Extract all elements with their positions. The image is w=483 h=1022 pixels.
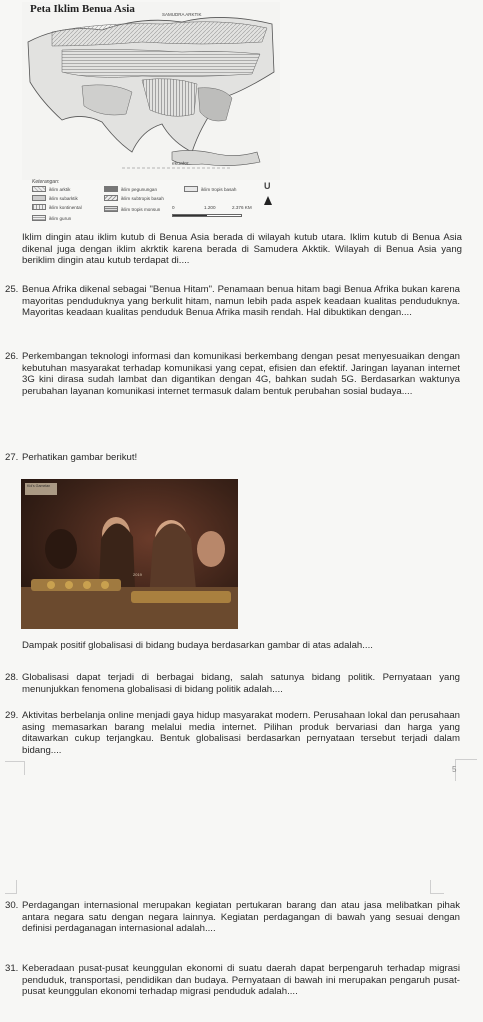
legend-swatch	[104, 186, 118, 192]
legend-item: iklim tropis basah	[184, 186, 237, 192]
legend-item: iklim subarktik	[32, 195, 78, 201]
photo-scene	[21, 479, 238, 629]
equator-label: ekuator	[172, 161, 189, 167]
legend-item: iklim pegunungan	[104, 186, 157, 192]
question-text: Globalisasi dapat terjadi di berbagai bidang, salah satunya bidang politik. Pernyataan yang menunjukkan fenomena globalisasi di bidang politik adalah....	[22, 672, 460, 695]
question-number: 31.	[5, 963, 19, 974]
question-26	[5, 351, 460, 397]
question-text: Perdagangan internasional merupakan kegiatan pertukaran barang dan atau jasa melibatkan pihak antara negara satu dengan negara lainnya. Kegiatan perdagangan di bawah yang sesuai dengan definisi perdaganagan internasional adalah....	[22, 900, 460, 935]
map-title: Peta Iklim Benua Asia	[30, 3, 135, 15]
legend-item: iklim subtropis basah	[104, 195, 164, 201]
question-number: 26.	[5, 351, 19, 362]
legend-swatch	[104, 195, 118, 201]
legend-item: iklim gurun	[32, 215, 71, 221]
question-text: Aktivitas berbelanja online menjadi gaya hidup masyarakat modern. Perusahaan lokal dan perusahaan asing memasarkan barang melalui media internet. Pilihan produk bervariasi dan harga yang ditawarkan cukup terjangkau. Bentuk globalisasi berdasarkan pernyataan tersebut terjadi dalam bidang....	[22, 710, 460, 756]
question-27	[5, 452, 460, 464]
question-30	[5, 900, 460, 935]
question-text: Benua Afrika dikenal sebagai "Benua Hitam". Penamaan benua hitam bagi Benua Afrika bukan karena mayoritas penduduknya yang berkulit hitam, namun lebih pada aspek keadaan kualitas penduduknya. Mayoritas keadaan kualitas penduduk Benua Afrika masih rendah. Hal dibuktikan dengan....	[22, 284, 460, 319]
question-text: Perhatikan gambar berikut!	[22, 452, 138, 463]
page-number: 5	[452, 765, 457, 774]
legend-item: iklim tropis monsun	[104, 206, 160, 212]
legend-swatch	[32, 186, 46, 192]
crop-mark	[455, 759, 477, 781]
crop-mark	[430, 880, 444, 894]
question-number: 30.	[5, 900, 19, 911]
legend-title: Keterangan:	[32, 179, 60, 185]
question-number: 28.	[5, 672, 19, 683]
legend-swatch	[184, 186, 198, 192]
map-legend	[32, 180, 282, 230]
ocean-label: SAMUDRA ARKTIK	[162, 12, 202, 17]
question-31	[5, 963, 460, 998]
question-27-followup: Dampak positif globalisasi di bidang budaya berdasarkan gambar di atas adalah....	[22, 640, 373, 651]
question-28	[5, 672, 460, 695]
intro-paragraph: Iklim dingin atau iklim kutub di Benua Asia berada di wilayah kutub utara. Iklim kutub di Benua Asia dikenal juga dengan iklim akrktik karena berada di Samudera Akktik. Wilayah di Benua Asia yang beriklim dingin atau kutub terdapat di....	[22, 232, 462, 267]
question-number: 29.	[5, 710, 19, 721]
scale-label: 0	[172, 205, 175, 210]
question-text: Keberadaan pusat-pusat keunggulan ekonomi di suatu daerah dapat berpengaruh terhadap migrasi penduduk, transportasi, pendidikan dan budaya. Pernyataan di bawah ini merupakan pengaruh pusat-pusat keunggulan ekonomi terhadap migrasi penduduk adalah....	[22, 963, 460, 998]
scale-label: 2.376 KM	[232, 205, 252, 210]
question-number: 27.	[5, 452, 19, 463]
compass-icon: U	[264, 181, 271, 191]
legend-swatch	[104, 206, 118, 212]
gamelan-photo	[21, 479, 238, 629]
legend-item: iklim kontinental	[32, 204, 82, 210]
north-arrow-icon	[264, 196, 272, 205]
scale-bar	[172, 214, 242, 217]
scale-label: 1.200	[204, 205, 216, 210]
legend-item: iklim arktik	[32, 186, 70, 192]
legend-swatch	[32, 204, 46, 210]
photo-caption: 2019	[133, 572, 142, 577]
question-text: Perkembangan teknologi informasi dan komunikasi berkembang dengan pesat menyesuaikan dengan kebutuhan masyarakat terhadap komunikasi yang cepat, efisien dan efektif. Jaringan layanan internet 3G kini dirasa sudah lambat dan digantikan dengan 4G, bahkan sudah 5G. Berdasarkan waktunya perubahan layanan komunikasi internet termasuk dalam bentuk perubahan sosial budaya....	[22, 351, 460, 397]
legend-swatch	[32, 215, 46, 221]
asia-climate-map	[22, 2, 280, 230]
crop-mark	[5, 761, 25, 775]
question-29	[5, 710, 460, 756]
legend-swatch	[32, 195, 46, 201]
question-number: 25.	[5, 284, 19, 295]
crop-mark	[5, 880, 17, 894]
channel-logo: Kid's Gamelan	[25, 483, 57, 495]
question-25	[5, 284, 460, 319]
map-drawing	[22, 2, 280, 180]
